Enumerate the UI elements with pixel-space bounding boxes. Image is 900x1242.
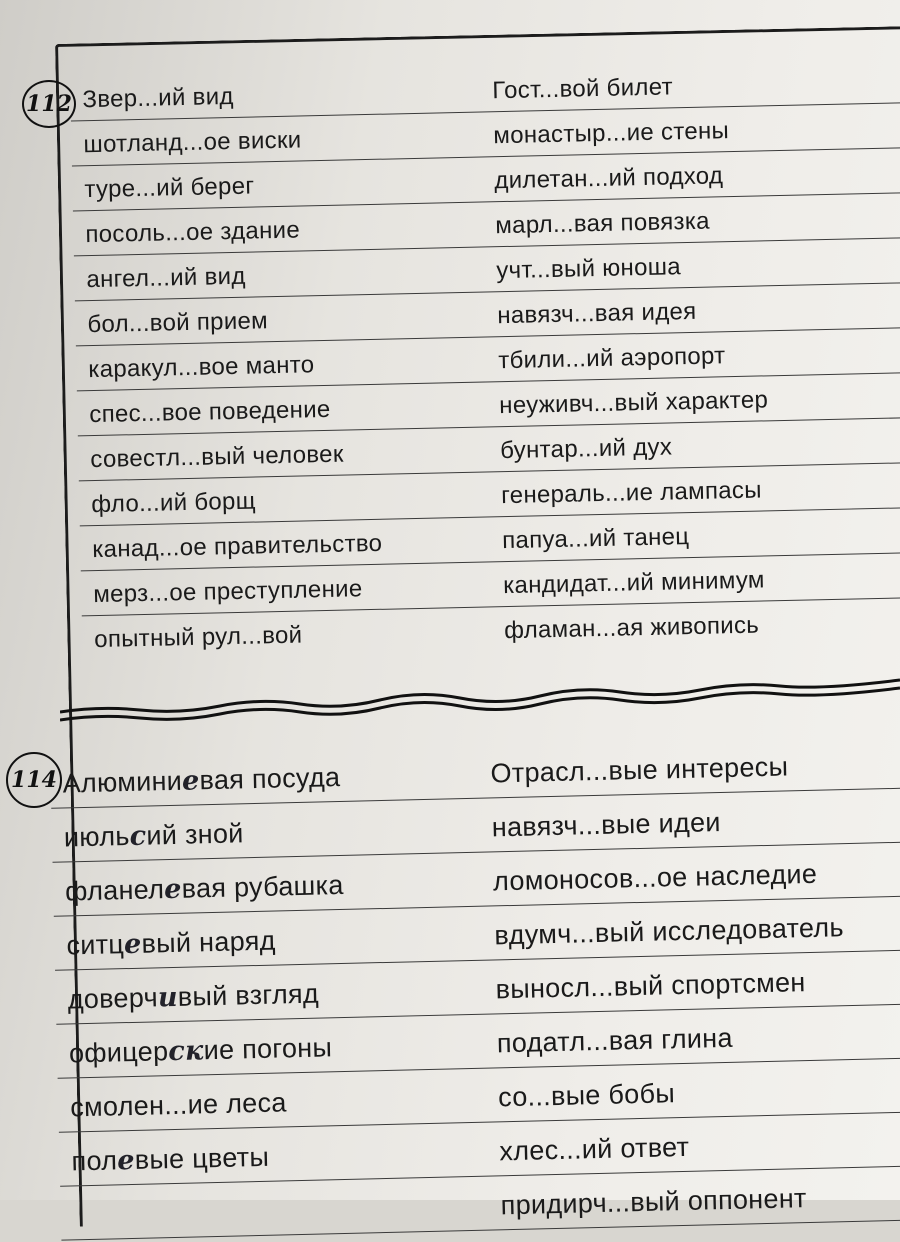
word-right: марл...вая повязка — [495, 207, 711, 240]
word-left: фло...ий борщ — [91, 487, 257, 519]
word-right: вдумч...вый исследователь — [494, 912, 845, 951]
word-right: Гост...вой билет — [492, 73, 674, 105]
word-left — [62, 762, 340, 800]
word-left — [69, 1032, 333, 1069]
word-left: бол...вой прием — [87, 307, 269, 339]
handwritten-letter: с — [129, 820, 147, 852]
word-right: дилетан...ий подход — [494, 162, 724, 195]
word-left — [67, 979, 319, 1016]
word-right: монастыр...ие стены — [493, 117, 730, 150]
word-right: кандидат...ий минимум — [502, 566, 765, 600]
word-part: ие погоны — [203, 1032, 333, 1066]
word-left — [64, 818, 244, 853]
word-part: вая рубашка — [181, 869, 344, 904]
word-part: вый взгляд — [177, 978, 320, 1012]
exercise-112 — [0, 58, 900, 661]
word-left: ангел...ий вид — [86, 262, 246, 294]
word-right: фламан...ая живопись — [503, 611, 760, 645]
word-right: неуживч...вый характер — [498, 386, 769, 420]
word-left: опытный рул...вой — [93, 621, 303, 654]
word-left: мерз...ое преступление — [92, 575, 363, 609]
word-part: фланел — [64, 874, 165, 907]
word-left: шотланд...ое виски — [83, 126, 302, 159]
word-left: туре...ий берег — [84, 172, 255, 204]
word-left: посоль...ое здание — [85, 216, 301, 249]
word-right: навязч...вая идея — [497, 297, 697, 330]
exercise-number-114: 114 — [6, 752, 62, 808]
word-part: доверч — [67, 982, 159, 1015]
word-left: каракул...вое манто — [88, 351, 315, 384]
word-right: навязч...вые идеи — [491, 807, 722, 843]
word-right: бунтар...ий дух — [499, 433, 673, 465]
section-divider-wave — [60, 668, 900, 728]
word-right: Отрасл...вые интересы — [490, 751, 789, 789]
word-right: придирч...вый оппонент — [500, 1183, 807, 1221]
word-left — [65, 870, 344, 908]
handwritten-letter: е — [181, 765, 200, 797]
word-right: ломоносов...ое наследие — [492, 858, 818, 897]
handwritten-letter: ск — [167, 1035, 204, 1068]
word-part: ситц — [66, 929, 125, 961]
word-part: Алюмини — [62, 765, 183, 799]
word-part: пол — [71, 1145, 118, 1177]
handwritten-letter: и — [157, 981, 179, 1014]
word-right: генераль...ие лампасы — [500, 476, 763, 510]
word-right: папуа...ий танец — [501, 523, 690, 555]
handwritten-letter: е — [123, 928, 142, 961]
handwritten-letter: е — [116, 1144, 136, 1177]
word-left: канад...ое правительство — [92, 529, 383, 564]
word-left — [70, 1087, 287, 1123]
handwritten-letter: е — [163, 873, 183, 906]
word-part: смолен...ие леса — [69, 1087, 287, 1123]
word-left: спес...вое поведение — [89, 395, 331, 429]
word-part: вые цветы — [134, 1141, 270, 1175]
exercise-number-112: 112 — [22, 80, 76, 128]
word-left: совестл...вый человек — [90, 440, 344, 474]
word-part: июль — [63, 820, 131, 853]
word-right: выносл...вый спортсмен — [495, 967, 806, 1005]
word-right: со...вые бобы — [497, 1078, 676, 1113]
word-right: учт...вый юноша — [496, 253, 682, 285]
word-left — [71, 1142, 269, 1178]
word-right: тбили...ий аэропорт — [497, 342, 726, 375]
word-part: вая посуда — [199, 761, 341, 796]
word-part: офицер — [68, 1036, 169, 1069]
word-left: Звер...ий вид — [82, 82, 234, 114]
word-left — [66, 926, 276, 962]
word-part: вый наряд — [141, 925, 276, 959]
exercise-114 — [0, 735, 900, 1242]
word-right: податл...вая глина — [496, 1022, 734, 1059]
word-right: хлес...ий ответ — [499, 1131, 690, 1167]
word-part: ий зной — [146, 818, 244, 851]
